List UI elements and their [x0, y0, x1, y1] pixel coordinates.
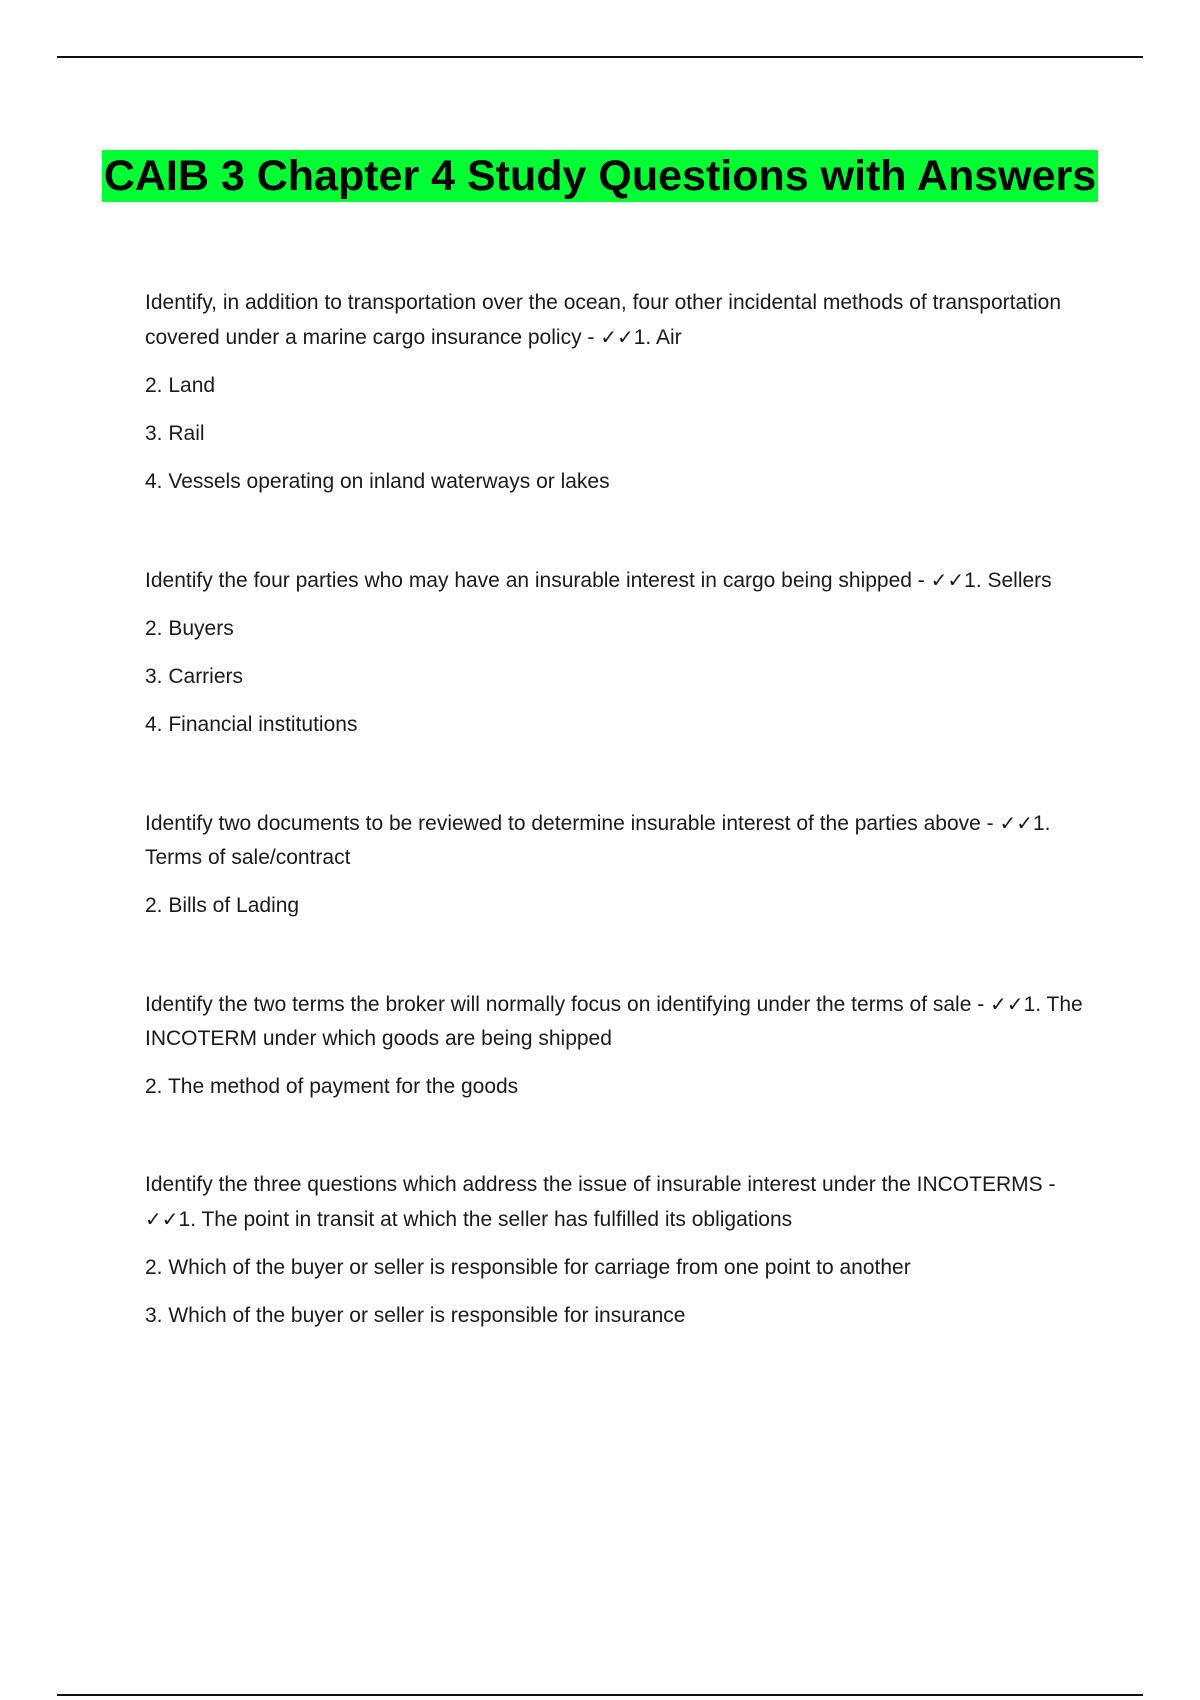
answer-item: 4. Vessels operating on inland waterways or lakes [145, 470, 610, 493]
answer-text: 1. The INCOTERM under which goods are being shipped [145, 993, 1083, 1050]
qa-item [145, 987, 1095, 1104]
check-mark-icon: ✓✓ [930, 568, 965, 592]
check-mark-icon: ✓✓ [600, 325, 634, 349]
question-line [145, 1168, 1095, 1237]
answer-item: 2. Bills of Lading [145, 894, 300, 917]
qa-item [145, 806, 1095, 923]
question-text: Identify the three questions which address the issue of insurable interest under the INCOTERMS - [145, 1173, 1056, 1196]
answer-item: 3. Rail [145, 422, 205, 445]
answer-text: 1. Sellers [964, 569, 1052, 592]
answer-item: 3. Which of the buyer or seller is responsible for insurance [145, 1304, 686, 1327]
answer-text: 1. Terms of sale/contract [145, 812, 1051, 869]
question-text: Identify, in addition to transportation over the ocean, four other incidental methods of transportation covered under a marine cargo insurance policy - [145, 291, 1062, 349]
answer-item: 2. Land [145, 374, 216, 397]
question-line [145, 987, 1095, 1056]
qa-list [145, 286, 1095, 1397]
qa-item [145, 563, 1095, 742]
document-title: CAIB 3 Chapter 4 Study Questions with Answers [103, 152, 1097, 200]
answer-item: 4. Financial institutions [145, 713, 358, 736]
question-text: Identify two documents to be reviewed to determine insurable interest of the parties above - [145, 812, 1000, 835]
check-mark-icon: ✓✓ [999, 811, 1033, 835]
qa-item [145, 1168, 1095, 1333]
question-text: Identify the two terms the broker will normally focus on identifying under the terms of sale - [145, 993, 991, 1016]
answer-item: 2. Buyers [145, 617, 234, 640]
question-line [145, 806, 1095, 875]
bottom-rule [57, 1694, 1143, 1696]
answer-text: 1. Air [633, 326, 682, 349]
top-rule [57, 56, 1143, 58]
answer-item: 3. Carriers [145, 665, 244, 688]
answer-text: 1. The point in transit at which the seller has fulfilled its obligations [178, 1208, 793, 1231]
qa-item [145, 286, 1095, 499]
question-line [145, 563, 1095, 598]
answer-item: 2. The method of payment for the goods [145, 1075, 519, 1098]
answer-item: 2. Which of the buyer or seller is responsible for carriage from one point to another [145, 1256, 911, 1279]
question-text: Identify the four parties who may have an insurable interest in cargo being shipped - [145, 569, 931, 592]
check-mark-icon: ✓✓ [990, 992, 1024, 1016]
check-mark-icon: ✓✓ [145, 1207, 179, 1231]
question-line [145, 286, 1095, 355]
document-title-block [100, 144, 1100, 208]
